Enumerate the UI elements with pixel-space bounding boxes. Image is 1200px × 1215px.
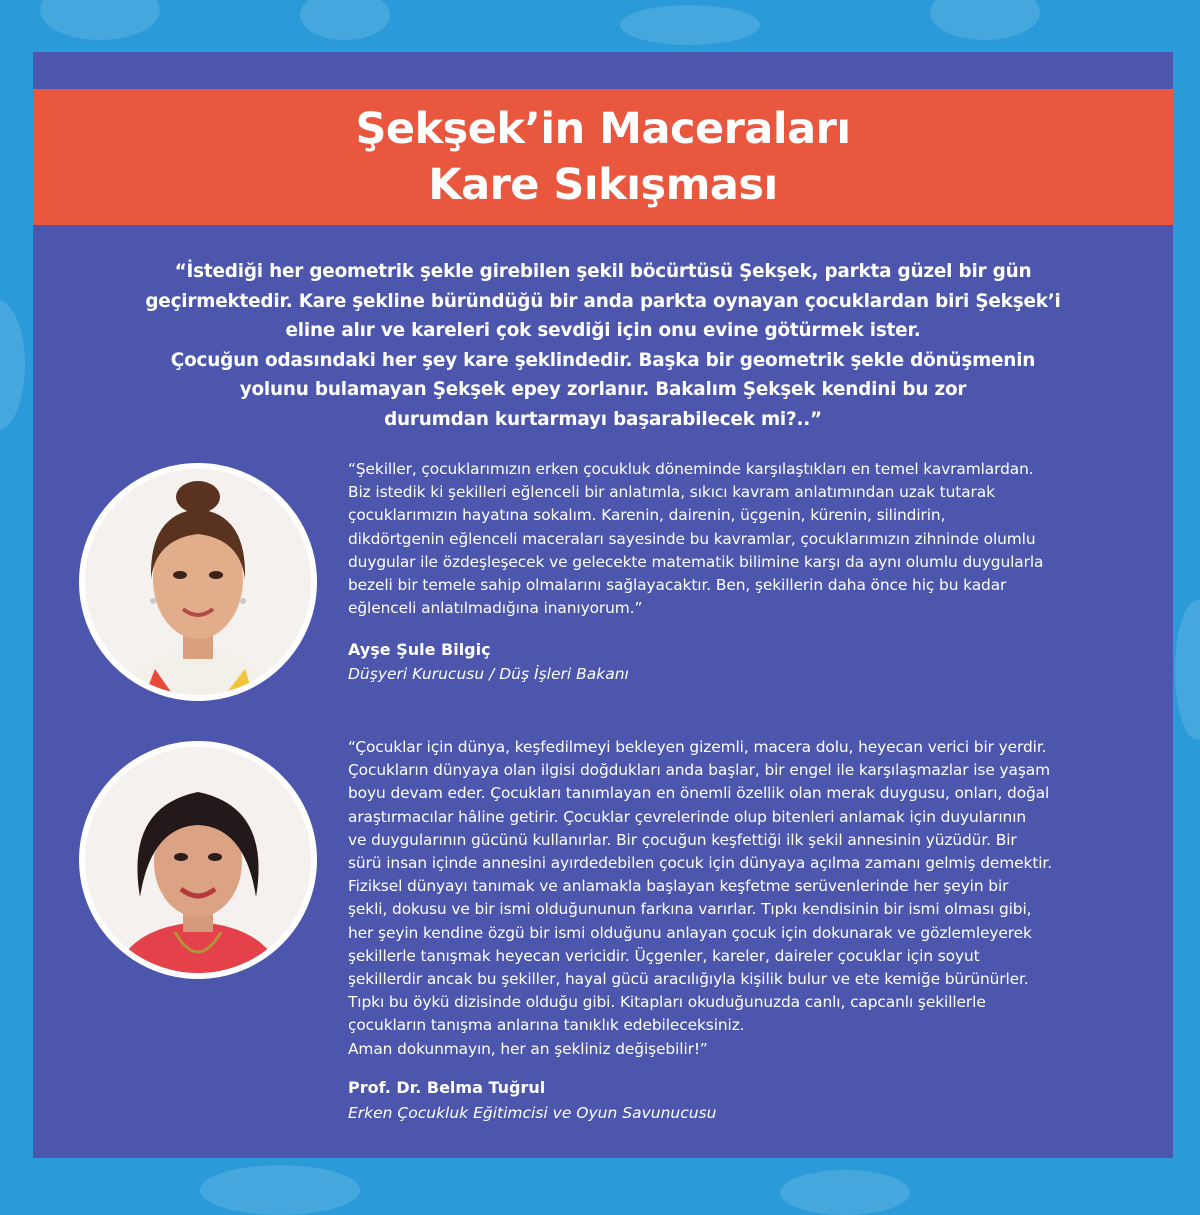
background-pattern [930,0,1040,40]
testimonial-quote [348,458,1138,620]
quote-line: Biz istedik ki şekilleri eğlenceli bir anlatımla, sıkıcı kavram anlatımından uzak tutarak [348,483,995,502]
background-pattern [1175,600,1200,740]
testimonial-quote [348,736,1138,1061]
summary-line: geçirmektedir. Kare şekline büründüğü bir anda parkta oynayan çocuklardan biri Şekşek’i [145,290,1061,312]
content-panel [33,52,1173,1158]
quote-line: araştırmacılar hâline getirir. Çocuklar çevrelerinde olup bitenleri anlamak için duyularının [348,807,1027,826]
quote-line: Çocukların dünyaya olan ilgisi doğdukları anda başlar, bir engel ile karşılaşmazlar ise yaşam [348,761,1050,780]
title-banner [33,89,1173,225]
quote-line: dikdörtgenin eğlenceli maceraları sayesinde bu kavramlar, çocuklarımızın zihninde olumlu [348,529,1036,548]
portrait-photo-belma [79,741,317,979]
summary-line: durumdan kurtarmayı başarabilecek mi?..” [384,408,822,430]
quote-line: Tıpkı bu öykü dizisinde olduğu gibi. Kitapları okuduğunuzda canlı, capcanlı şekillerle [348,993,986,1012]
author-role: Düşyeri Kurucusu / Düş İşleri Bakanı [348,665,629,683]
quote-line: çocuklarımızın hayatına sokalım. Karenin, dairenin, üçgenin, kürenin, silindirin, [348,506,946,525]
summary-line: “İstediği her geometrik şekle girebilen şekil böcürtüsü Şekşek, parkta güzel bir gün [174,261,1032,282]
background-pattern [780,1170,910,1215]
title-line-2: Kare Sıkışması [428,160,778,210]
quote-line: ve duygularının gücünü kullanırlar. Bir çocuğun keşfettiği ilk şekil annesinin yüzüdür. Bir [348,830,1017,849]
quote-line: “Çocuklar için dünya, keşfedilmeyi bekleyen gizemli, macera dolu, heyecan verici bir yerdir. [348,738,1047,756]
quote-line: bezeli bir temele sahip olmalarını sağlayacaktır. Ben, şekillerin daha önce hiç bu kadar [348,576,1007,595]
book-summary [143,257,1063,434]
quote-line: her şeyin kendine özgü bir ismi olduğunu anlayan çocuk için dokunarak ve gözlemleyerek [348,923,1032,942]
summary-line: eline alır ve kareleri çok sevdiği için onu evine götürmek ister. [285,320,921,341]
woman-portrait-icon [85,469,311,695]
quote-line: Fiziksel dünyayı tanımak ve anlamakla başlayan keşfetme serüvenlerinde her şeyin bir [348,877,1009,896]
quote-line: Aman dokunmayın, her an şekliniz değişebilir!” [348,1039,708,1058]
summary-line: Çocuğun odasındaki her şey kare şeklindedir. Başka bir geometrik şekle dönüşmenin [170,349,1036,371]
background-pattern [200,1165,360,1215]
quote-line: boyu devam eder. Çocukları tanımlayan en önemli özellik olan merak duygusu, onları, doğal [348,784,1050,803]
portrait-photo-ayse [79,463,317,701]
quote-line: eğlenceli anlatılmadığına inanıyorum.” [348,599,643,618]
quote-line: çocukların tanışma anlarına tanıklık edebileceksiniz. [348,1016,745,1035]
quote-line: şekillerle tanışmak heyecan vericidir. Üçgenler, kareler, daireler çocuklar için soyut [348,946,980,965]
quote-line: şekillerdir ancak bu şekiller, hayal gücü aracılığıyla kişilik bulur ve ete kemiğe bürünürler. [348,970,1029,989]
author-role: Erken Çocukluk Eğitimcisi ve Oyun Savunucusu [348,1104,717,1122]
title-line-1: Şekşek’in Maceraları [355,104,851,154]
author-name: Ayşe Şule Bilgiç [348,640,491,659]
quote-line: sürü insan içinde annesini ayırdedebilen çocuk için dünyaya açılma zamanı gelmiş demektir. [348,854,1053,873]
background-pattern [300,0,390,40]
quote-line: “Şekiller, çocuklarımızın erken çocukluk döneminde karşılaştıkları en temel kavramlardan. [348,460,1034,478]
background-pattern [620,5,760,45]
background-pattern [0,300,25,430]
woman-portrait-icon [85,747,311,973]
author-name: Prof. Dr. Belma Tuğrul [348,1078,546,1097]
quote-line: duygular ile özdeşleşecek ve gelecekte matematik bilimine karşı da aynı olumlu duygularla [348,552,1044,571]
quote-line: şekli, dokusu ve bir ismi olduğununun farkına varırlar. Tıpkı kendisinin bir ismi olması gibi, [348,900,1032,919]
background-pattern [40,0,160,40]
summary-line: yolunu bulamayan Şekşek epey zorlanır. Bakalım Şekşek kendini bu zor [239,379,967,400]
